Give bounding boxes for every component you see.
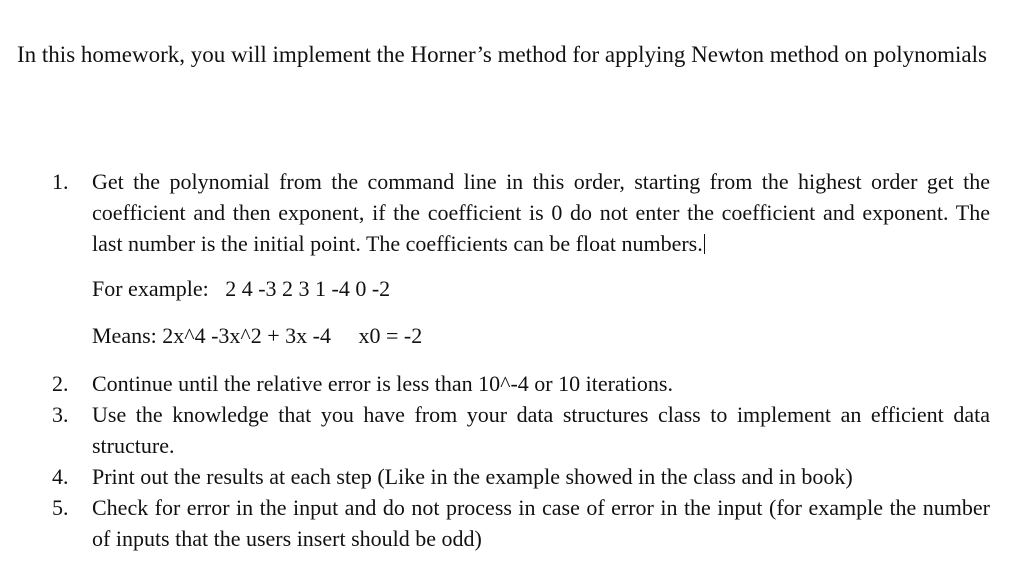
list-item-text: Print out the results at each step (Like in the example showed in the class and in book) (92, 464, 853, 489)
list-number: 3. (52, 402, 69, 427)
list-item-text: Use the knowledge that you have from your data structures class to implement an efficient data structure. (92, 402, 990, 458)
polynomial-text: 2x^4 -3x^2 + 3x -4 (162, 323, 331, 348)
list-number: 1. (52, 169, 69, 194)
list-number: 2. (52, 371, 69, 396)
intro-paragraph: In this homework, you will implement the Horner’s method for applying Newton method on polynomials (17, 42, 987, 67)
list-item-text: Get the polynomial from the command line in this order, starting from the highest order get the coefficient and then exponent, if the coefficient is 0 do not enter the coefficient and exponent. The last number is the initial point. The coefficients can be float numbers. (92, 169, 990, 256)
example-input: 2 4 -3 2 3 1 -4 0 -2 (225, 276, 391, 301)
initial-point-text: x0 = -2 (358, 323, 423, 348)
text-cursor (704, 234, 705, 254)
example-line (92, 273, 390, 304)
list-item-text: Continue until the relative error is less than 10^-4 or 10 iterations. (92, 371, 673, 396)
means-line (92, 320, 422, 351)
example-label: For example: (92, 276, 209, 301)
means-label: Means: (92, 323, 157, 348)
list-number: 4. (52, 464, 69, 489)
list-item-text: Check for error in the input and do not process in case of error in the input (for example the number of inputs that the users insert should be odd) (92, 495, 990, 551)
list-number: 5. (52, 495, 69, 520)
